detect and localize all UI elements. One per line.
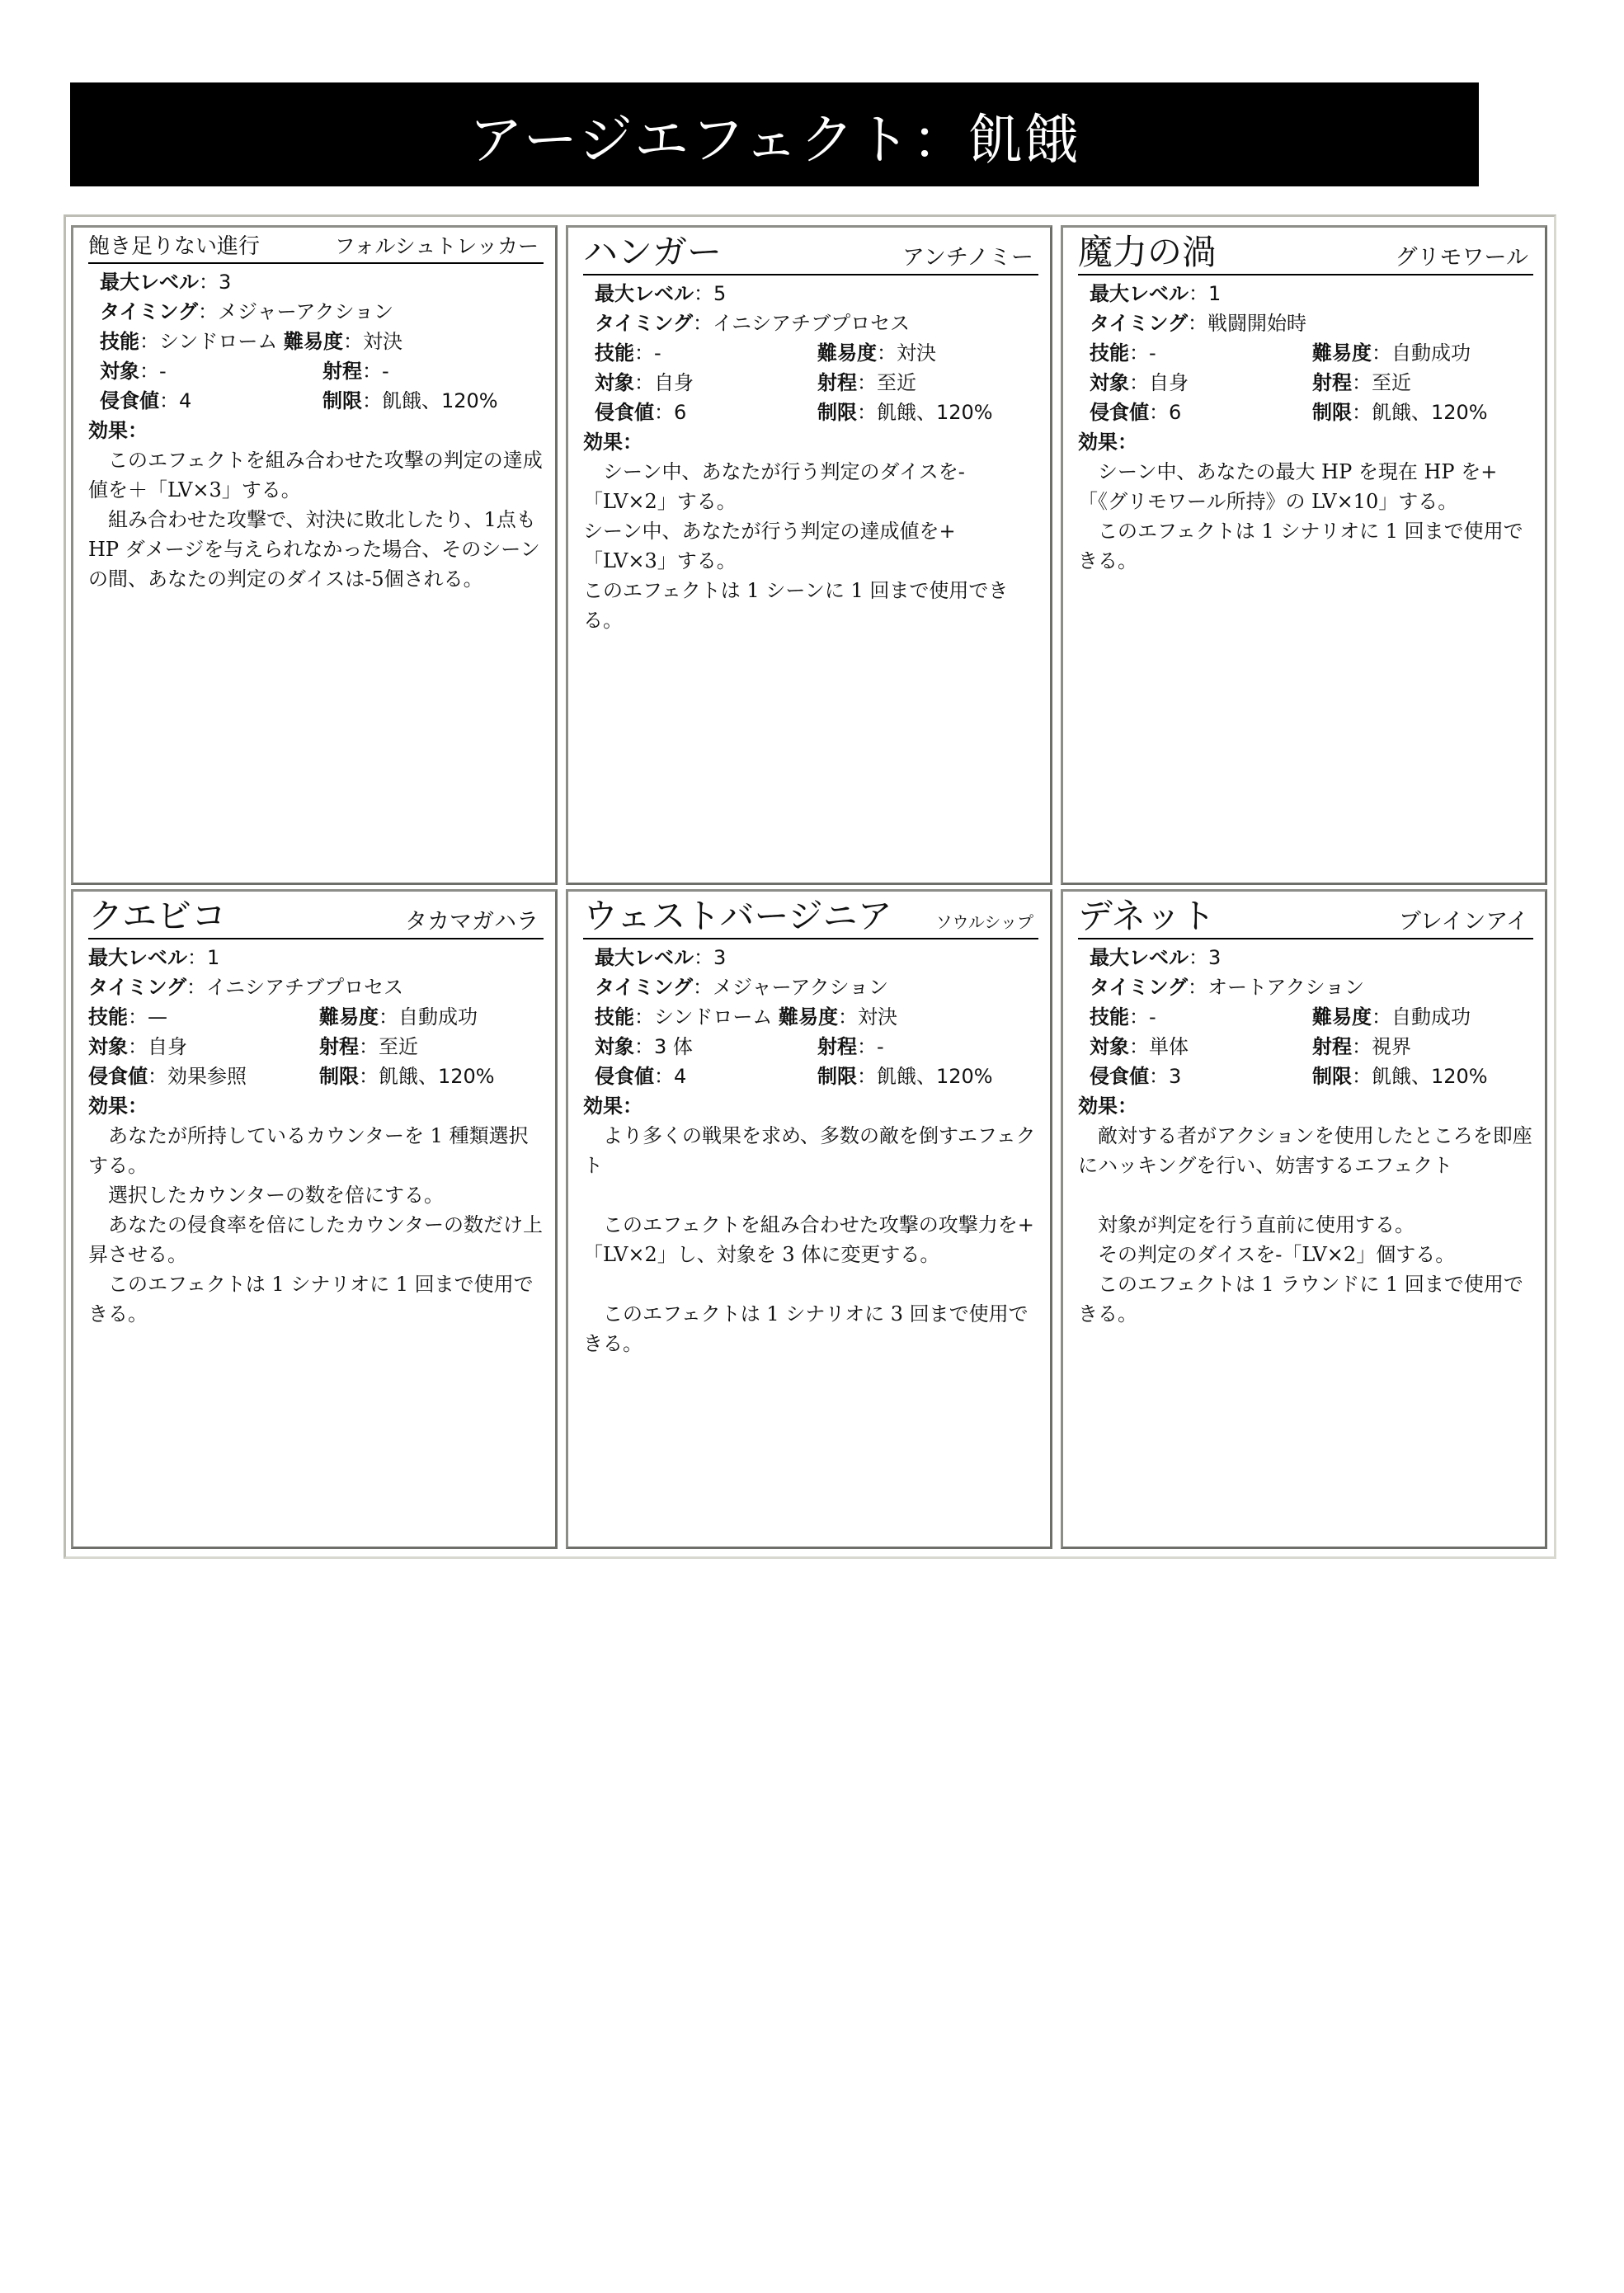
card-name: ハンガー [583,232,723,272]
target-range-row: 対象：自身 射程：至近 [88,1035,418,1058]
effect-label: 効果： [583,431,643,454]
effect-label: 効果： [583,1095,643,1118]
card-name: ウェストバージニア [583,896,892,936]
skill-difficulty-row: 技能：- 難易度：自動成功 [1090,1005,1471,1029]
effect-text: シーン中、あなたの最大 HP を現在 HP を+「《グリモワール所持》の LV×10」する。 このエフェクトは 1 シナリオに 1 回まで使用できる。 [1078,460,1523,572]
target-range-row: 対象：単体 射程：視界 [1090,1035,1411,1058]
card-category: タカマガハラ [405,909,539,935]
effect-label: 効果： [88,1095,148,1118]
effect-text: 敵対する者がアクションを使用したところを即座にハッキングを行い、妨害するエフェクト 対象が判定を行う直前に使用する。 その判定のダイスを-「LV×2」個する。 このエフェクトは 1 ラウンドに 1 回まで使用できる。 [1078,1124,1532,1325]
skill-difficulty-row: 技能 ： シンドローム 難易度 ： 対決 [100,330,403,353]
timing-row: タイミング ： イニシアチブプロセス [595,312,911,335]
effect-card [1061,889,1547,1549]
effect-card [566,889,1052,1549]
card-name: 魔力の渦 [1078,232,1217,272]
effect-card [71,889,558,1549]
skill-difficulty-row: 技能：- 難易度：対決 [595,341,936,365]
max-level-row: 最大レベル ： 1 [1090,282,1222,305]
effect-text: このエフェクトを組み合わせた攻撃の判定の達成値を＋「LV×3」する。 組み合わせた攻撃で、対決に敗北したり、1点も HP ダメージを与えられなかった場合、そのシーンの間、あなたの判定のダイスは-5個される。 [88,449,543,591]
timing-row: タイミング ： メジャーアクション [595,976,889,999]
erosion-limit-row: 侵食値：4 制限：飢餓、120% [100,389,498,412]
card-name: 飽き足りない進行 [88,234,261,259]
target-range-row: 対象：- 射程：- [100,360,389,383]
target-range-row: 対象：3 体 射程：- [595,1035,884,1058]
effect-card-grid [64,214,1556,1559]
effect-label: 効果： [1078,1095,1137,1118]
card-header [1078,233,1533,275]
effect-label: 効果： [1078,431,1137,454]
card-header [583,897,1038,939]
effect-text: あなたが所持しているカウンターを 1 種類選択する。 選択したカウンターの数を倍にする。 あなたの侵食率を倍にしたカウンターの数だけ上昇させる。 このエフェクトは 1 シナリオに 1 回まで使用できる。 [88,1124,544,1325]
timing-row: タイミング ： メジャーアクション [100,300,394,323]
effect-card [566,225,1052,885]
card-header [88,897,544,939]
timing-row: タイミング ： 戦闘開始時 [1090,312,1307,335]
erosion-limit-row: 侵食値：6 制限：飢餓、120% [1090,401,1488,424]
max-level-row: 最大レベル ： 5 [595,282,727,305]
timing-row: タイミング ： オートアクション [1090,976,1365,999]
card-header [88,233,544,264]
skill-difficulty-row: 技能 ： シンドローム 難易度 ： 対決 [595,1005,898,1029]
card-category: グリモワール [1395,245,1528,271]
erosion-limit-row: 侵食値：効果参照 制限：飢餓、120% [88,1065,495,1088]
card-name: クエビコ [88,896,227,936]
card-category: フォルシュトレッカー [334,234,539,258]
skill-difficulty-row: 技能：— 難易度：自動成功 [88,1005,478,1029]
page-title: アージエフェクト：飢餓 [468,107,1080,172]
card-category: ブレインアイ [1398,909,1528,935]
max-level-row: 最大レベル ： 1 [88,946,220,969]
effect-text: シーン中、あなたが行う判定のダイスを-「LV×2」する。 シーン中、あなたが行う判定の達成値を+「LV×3」する。 このエフェクトは 1 シーンに 1 回まで使用できる。 [583,460,1009,632]
target-range-row: 対象：自身 射程：至近 [1090,371,1411,394]
effect-label: 効果： [88,419,148,442]
page-title-bar [70,82,1479,186]
timing-row: タイミング ： イニシアチブプロセス [88,976,404,999]
erosion-limit-row: 侵食値：4 制限：飢餓、120% [595,1065,993,1088]
card-name: デネット [1078,896,1216,936]
card-category: ソウルシップ [935,912,1033,932]
erosion-limit-row: 侵食値：3 制限：飢餓、120% [1090,1065,1488,1088]
max-level-row: 最大レベル ： 3 [100,271,232,294]
effect-card [1061,225,1547,885]
effect-card [71,225,558,885]
card-header [583,233,1038,275]
card-category: アンチノミー [901,245,1033,271]
effect-text: より多くの戦果を求め、多数の敵を倒すエフェクト このエフェクトを組み合わせた攻撃の攻撃力を+「LV×2」し、対象を 3 体に変更する。 このエフェクトは 1 シナリオに 3 回まで使用できる。 [583,1124,1036,1355]
max-level-row: 最大レベル ： 3 [1090,946,1222,969]
card-header [1078,897,1533,939]
skill-difficulty-row: 技能：- 難易度：自動成功 [1090,341,1471,365]
erosion-limit-row: 侵食値：6 制限：飢餓、120% [595,401,993,424]
max-level-row: 最大レベル ： 3 [595,946,727,969]
target-range-row: 対象：自身 射程：至近 [595,371,916,394]
